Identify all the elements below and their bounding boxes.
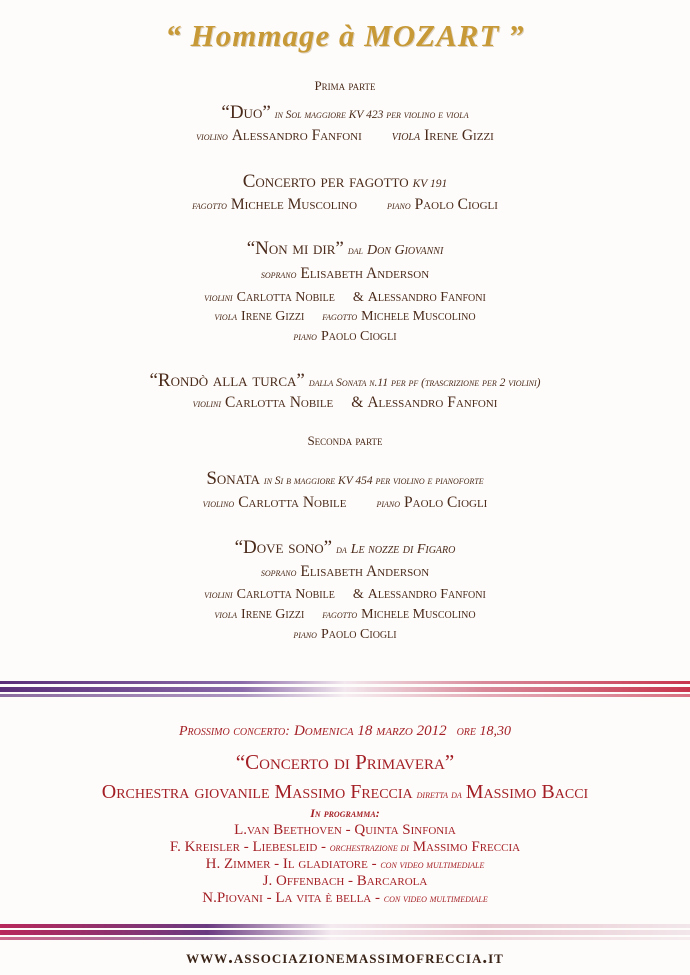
role: fagotto xyxy=(322,609,358,621)
program-piece: H. Zimmer - Il gladiatore - xyxy=(205,856,377,872)
performer: Carlotta Nobile xyxy=(236,290,335,305)
piece-sonata xyxy=(0,468,690,490)
piece-title: Sonata xyxy=(206,468,260,489)
performer: Alessandro Fanfoni xyxy=(367,587,486,602)
program-item xyxy=(0,839,690,856)
program-label: In programma: xyxy=(310,806,380,820)
program-item xyxy=(0,890,690,907)
next-concert-date: Domenica 18 marzo 2012 xyxy=(293,723,447,739)
performer: Michele Muscolino xyxy=(361,607,476,622)
piece-desc: in Si b maggiore KV 454 per violino e pianoforte xyxy=(263,475,484,487)
ampersand: & xyxy=(352,587,364,602)
section-label-prima: Prima parte xyxy=(314,78,376,93)
performer: Michele Muscolino xyxy=(361,309,476,324)
role: violino xyxy=(202,498,235,510)
performer: Irene Gizzi xyxy=(424,127,494,144)
piece-work: Don Giovanni xyxy=(366,243,444,258)
performer-soprano xyxy=(0,563,690,581)
orchestra-name: Orchestra giovanile Massimo Freccia xyxy=(101,781,413,803)
performer: Alessandro Fanfoni xyxy=(367,290,486,305)
section-label-seconda: Seconda parte xyxy=(307,433,383,448)
next-concert-title: “Concerto di Primavera” xyxy=(235,750,455,774)
next-concert-label: Prossimo concerto: xyxy=(178,724,290,739)
performer: Michele Muscolino xyxy=(230,196,358,213)
piece-desc: da xyxy=(336,544,347,556)
program-piece: N.Piovani - La vita è bella - xyxy=(202,890,380,906)
performer: Alessandro Fanfoni xyxy=(367,394,498,411)
role: violini xyxy=(192,398,222,410)
piece-desc: dalla Sonata n.11 per pf (trascrizione per 2 violini) xyxy=(308,377,541,389)
performer: Carlotta Nobile xyxy=(225,394,334,411)
performer: Paolo Ciogli xyxy=(414,196,498,213)
performer-viola-fagotto xyxy=(0,307,690,325)
website-link[interactable]: www.associazionemassimofreccia.it xyxy=(186,947,504,968)
piece-duo xyxy=(0,102,690,124)
piece-title: “Dove sono” xyxy=(234,537,333,558)
piece-title: Concerto per fagotto xyxy=(242,171,409,192)
performers-rondo xyxy=(0,394,690,412)
conductor-label: diretta da xyxy=(416,787,462,801)
role: fagotto xyxy=(192,200,227,212)
role: violini xyxy=(204,589,233,601)
ampersand: & xyxy=(352,290,364,305)
role: viola xyxy=(214,609,238,621)
performer-piano xyxy=(0,625,690,643)
role: piano xyxy=(376,498,401,510)
piece-concerto-fagotto xyxy=(0,171,690,193)
program-note: orchestrazione di xyxy=(329,842,409,854)
performer: Carlotta Nobile xyxy=(238,494,347,511)
performer: Paolo Ciogli xyxy=(320,627,397,642)
decorative-band-bottom xyxy=(0,921,690,943)
orchestra-line xyxy=(0,781,690,804)
performer: Irene Gizzi xyxy=(241,309,305,324)
piece-rondo xyxy=(0,370,690,392)
role: soprano xyxy=(260,269,297,281)
program-item xyxy=(0,873,690,890)
piece-title: “Non mi dir” xyxy=(246,238,344,259)
performer: Elisabeth Anderson xyxy=(300,265,430,282)
program-arranger: Massimo Freccia xyxy=(412,839,521,855)
program-note: con video multimediale xyxy=(383,893,488,905)
ampersand: & xyxy=(351,394,364,411)
role: piano xyxy=(293,629,317,641)
next-concert-line xyxy=(0,722,690,740)
role: soprano xyxy=(260,567,297,579)
program-item xyxy=(0,822,690,839)
role: fagotto xyxy=(322,311,358,323)
performer-viola-fagotto xyxy=(0,605,690,623)
piece-desc: KV 191 xyxy=(412,178,448,190)
performer: Alessandro Fanfoni xyxy=(231,127,362,144)
performers-sonata xyxy=(0,494,690,512)
role: piano xyxy=(387,200,411,212)
performer: Carlotta Nobile xyxy=(236,587,335,602)
role: violino xyxy=(196,131,228,143)
decorative-band-top xyxy=(0,678,690,700)
performers-concerto xyxy=(0,196,690,214)
piece-desc: dal xyxy=(347,245,363,257)
performer: Paolo Ciogli xyxy=(404,494,488,511)
role: viola xyxy=(214,311,238,323)
performers-duo xyxy=(0,127,690,145)
piece-title: “Duo” xyxy=(221,102,271,123)
performer: Irene Gizzi xyxy=(241,607,305,622)
performer: Elisabeth Anderson xyxy=(300,563,430,580)
page-title: “ Hommage à MOZART ” xyxy=(165,18,525,53)
program-note: con video multimediale xyxy=(380,859,485,871)
performer-violini xyxy=(0,585,690,603)
conductor-name: Massimo Bacci xyxy=(465,781,589,803)
performer-violini xyxy=(0,288,690,306)
piece-non-mi-dir xyxy=(0,238,690,260)
role: violini xyxy=(204,292,233,304)
piece-dove-sono xyxy=(0,537,690,559)
performer-soprano xyxy=(0,265,690,283)
program-piece: J. Offenbach - Barcarola xyxy=(262,873,428,889)
piece-title: “Rondò alla turca” xyxy=(149,370,305,391)
next-concert-time: ore 18,30 xyxy=(456,724,512,739)
role: piano xyxy=(293,331,317,343)
program-piece: L.van Beethoven - Quinta Sinfonia xyxy=(234,822,456,838)
role: viola xyxy=(391,129,421,144)
performer-piano xyxy=(0,327,690,345)
program-item xyxy=(0,856,690,873)
program-piece: F. Kreisler - Liebesleid - xyxy=(169,839,327,855)
performer: Paolo Ciogli xyxy=(320,329,397,344)
piece-work: Le nozze di Figaro xyxy=(350,542,456,557)
piece-desc: in Sol maggiore KV 423 per violino e viola xyxy=(274,109,469,121)
